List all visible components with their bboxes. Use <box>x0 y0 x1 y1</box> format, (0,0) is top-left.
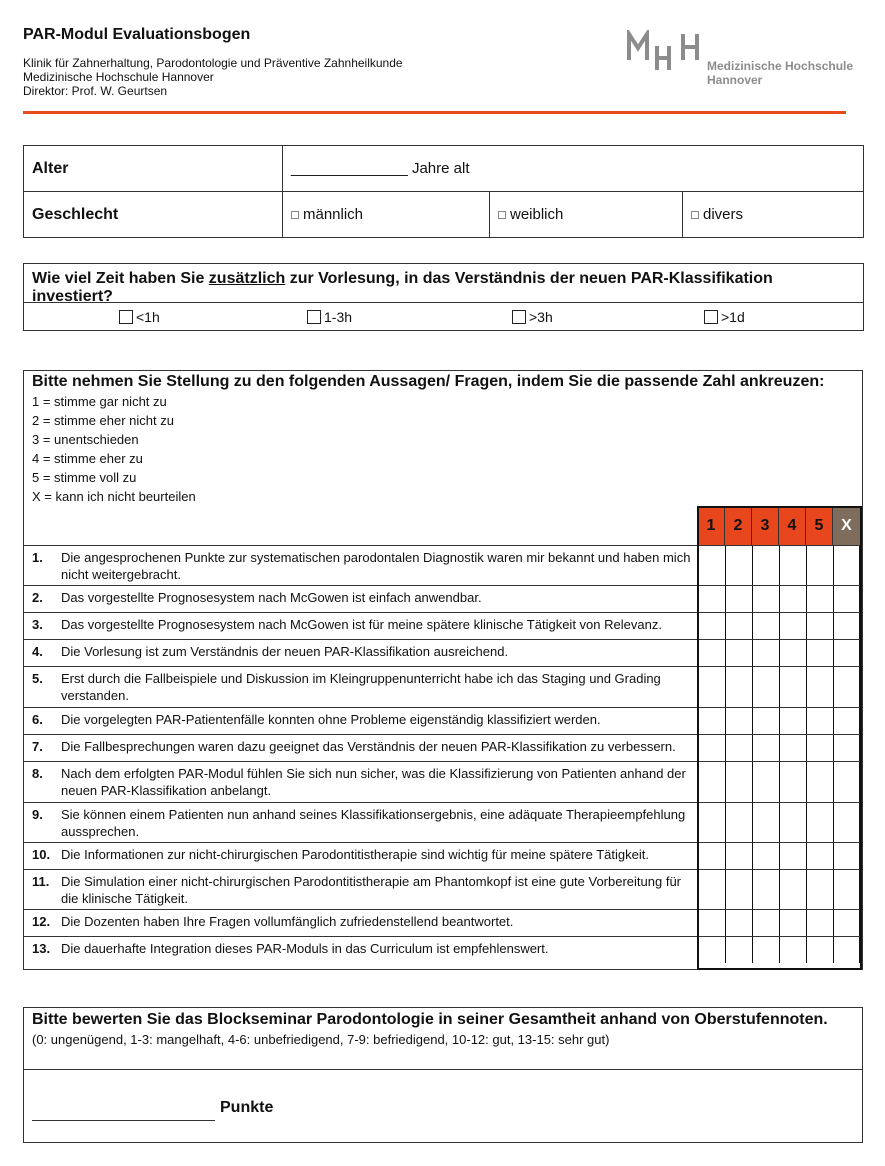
rating-cell-1[interactable] <box>698 735 725 761</box>
rating-cell-2[interactable] <box>725 613 752 639</box>
rating-cell-1[interactable] <box>698 708 725 734</box>
divider <box>24 1069 862 1070</box>
header-rule <box>23 111 846 114</box>
rating-cell-1[interactable] <box>698 667 725 707</box>
rating-cell-1[interactable] <box>698 910 725 936</box>
rating-cell-3[interactable] <box>752 870 779 909</box>
rating-column-4: 4 <box>779 507 806 545</box>
rating-cell-2[interactable] <box>725 870 752 909</box>
checkbox-icon[interactable] <box>704 310 718 324</box>
rating-cells <box>698 640 860 666</box>
time-question-box <box>23 263 864 331</box>
rating-cell-2[interactable] <box>725 667 752 707</box>
rating-cells <box>698 546 860 585</box>
statement-number: 10. <box>32 847 51 862</box>
rating-cell-x[interactable] <box>833 708 860 734</box>
statement-number: 6. <box>32 712 43 727</box>
statement-rows <box>24 545 863 963</box>
rating-scale-header <box>698 507 863 545</box>
rating-cell-x[interactable] <box>833 910 860 936</box>
statement-row <box>24 585 863 612</box>
scale-item: X = kann ich nicht beurteilen <box>32 489 196 504</box>
rating-cell-x[interactable] <box>833 843 860 869</box>
statement-number: 1. <box>32 550 43 565</box>
statement-number: 8. <box>32 766 43 781</box>
rating-cell-4[interactable] <box>779 870 806 909</box>
rating-cell-x[interactable] <box>833 586 860 612</box>
scale-item: 3 = unentschieden <box>32 432 139 447</box>
rating-cell-5[interactable] <box>806 640 833 666</box>
statement-number: 7. <box>32 739 43 754</box>
rating-cell-x[interactable] <box>833 937 860 963</box>
rating-cell-2[interactable] <box>725 735 752 761</box>
rating-cells <box>698 735 860 761</box>
rating-cell-x[interactable] <box>833 762 860 802</box>
rating-cell-5[interactable] <box>806 708 833 734</box>
rating-cell-5[interactable] <box>806 762 833 802</box>
rating-cell-2[interactable] <box>725 586 752 612</box>
statement-number: 13. <box>32 941 51 956</box>
statement-text: Die Informationen zur nicht-chirurgischen Parodontitistherapie sind wichtig für meine spätere Tätigkeit. <box>61 847 649 862</box>
time-option-label: >1d <box>721 309 745 325</box>
checkbox-icon[interactable] <box>691 211 699 219</box>
statement-text: Die Dozenten haben Ihre Fragen vollumfänglich zufriedenstellend beantwortet. <box>61 914 514 929</box>
statement-text: Erst durch die Fallbeispiele und Diskussion im Kleingruppenunterricht habe ich das Staging und Grading verstanden. <box>61 671 661 703</box>
time-question <box>24 264 863 303</box>
statement-row <box>24 802 863 842</box>
rating-cell-4[interactable] <box>779 803 806 842</box>
statement-text: Das vorgestellte Prognosesystem nach McGowen ist für meine spätere klinische Tätigkeit von Relevanz. <box>61 617 662 632</box>
rating-cells <box>698 910 860 936</box>
statements-heading: Bitte nehmen Sie Stellung zu den folgenden Aussagen/ Fragen, indem Sie die passende Zahl ankreuzen: <box>32 373 825 390</box>
rating-cell-1[interactable] <box>698 843 725 869</box>
age-field[interactable]: ______________ Jahre alt <box>283 146 864 192</box>
rating-cell-3[interactable] <box>752 667 779 707</box>
time-option-4[interactable] <box>704 309 745 325</box>
rating-cells <box>698 870 860 909</box>
statement-row <box>24 842 863 869</box>
rating-cell-4[interactable] <box>779 708 806 734</box>
statement-row <box>24 612 863 639</box>
rating-cell-2[interactable] <box>725 640 752 666</box>
rating-cell-x[interactable] <box>833 640 860 666</box>
rating-cell-1[interactable] <box>698 803 725 842</box>
mhh-logo <box>627 30 857 94</box>
rating-cell-4[interactable] <box>779 546 806 585</box>
rating-cell-1[interactable] <box>698 870 725 909</box>
statement-number: 9. <box>32 807 43 822</box>
rating-cell-4[interactable] <box>779 843 806 869</box>
points-label: Punkte <box>220 1099 274 1116</box>
page-title: PAR-Modul Evaluationsbogen <box>23 26 251 43</box>
rating-cell-5[interactable] <box>806 735 833 761</box>
rating-column-2: 2 <box>725 507 752 545</box>
rating-cells <box>698 586 860 612</box>
logo-text-line-2: Hannover <box>707 73 763 87</box>
checkbox-icon[interactable] <box>512 310 526 324</box>
rating-cell-x[interactable] <box>833 613 860 639</box>
rating-column-x: X <box>833 507 860 545</box>
statement-number: 5. <box>32 671 43 686</box>
time-option-1[interactable] <box>119 309 160 325</box>
time-option-label: 1-3h <box>324 309 353 325</box>
rating-cell-4[interactable] <box>779 586 806 612</box>
statement-text: Sie können einem Patienten nun anhand seines Klassifikationsergebnis, eine adäquate Therapieempfehlung aussprechen. <box>61 807 686 839</box>
rating-cell-4[interactable] <box>779 667 806 707</box>
grade-heading: Bitte bewerten Sie das Blockseminar Parodontologie in seiner Gesamtheit anhand von Oberstufennoten. <box>32 1011 828 1028</box>
time-question-text: Wie viel Zeit haben Sie <box>32 270 209 287</box>
gender-option-male[interactable] <box>283 192 490 238</box>
time-question-text: zur Vorlesung, in das Verständnis der neuen PAR-Klassifikation investiert? <box>32 270 773 305</box>
statement-row <box>24 639 863 666</box>
rating-cell-5[interactable] <box>806 546 833 585</box>
rating-cell-4[interactable] <box>779 762 806 802</box>
statement-text: Die angesprochenen Punkte zur systematischen parodontalen Diagnostik waren mir bekannt und haben mich nicht weitergebracht. <box>61 550 691 582</box>
statement-text: Die dauerhafte Integration dieses PAR-Moduls in das Curriculum ist empfehlenswert. <box>61 941 549 956</box>
gender-option-label: divers <box>703 206 744 223</box>
statement-row <box>24 666 863 707</box>
statement-row <box>24 909 863 936</box>
statements-box <box>23 370 863 970</box>
statement-text: Die vorgelegten PAR-Patientenfälle konnten ohne Probleme eigenständig klassifiziert werden. <box>61 712 601 727</box>
personal-info-table <box>23 145 864 238</box>
rating-cell-1[interactable] <box>698 937 725 963</box>
rating-cell-2[interactable] <box>725 762 752 802</box>
rating-cells <box>698 667 860 707</box>
rating-cell-5[interactable] <box>806 586 833 612</box>
rating-cell-2[interactable] <box>725 843 752 869</box>
statement-number: 2. <box>32 590 43 605</box>
rating-column-3: 3 <box>752 507 779 545</box>
rating-cell-3[interactable] <box>752 708 779 734</box>
time-option-3[interactable] <box>512 309 553 325</box>
statement-text: Die Simulation einer nicht-chirurgischen Parodontitistherapie am Phantomkopf ist eine gute Vorbereitung für die klinische Tätigkeit. <box>61 874 682 906</box>
scale-item: 4 = stimme eher zu <box>32 451 143 466</box>
institution-line: Medizinische Hochschule Hannover <box>23 70 214 84</box>
rating-cell-1[interactable] <box>698 762 725 802</box>
grade-scale-text: (0: ungenügend, 1-3: mangelhaft, 4-6: unbefriedigend, 7-9: befriedigend, 10-12: gut, 13-15: sehr gut) <box>32 1032 610 1047</box>
rating-cell-3[interactable] <box>752 937 779 963</box>
rating-cells <box>698 843 860 869</box>
rating-cell-2[interactable] <box>725 910 752 936</box>
rating-cells <box>698 762 860 802</box>
rating-cell-4[interactable] <box>779 640 806 666</box>
gender-label: Geschlecht <box>24 192 283 238</box>
rating-cell-2[interactable] <box>725 937 752 963</box>
rating-cell-4[interactable] <box>779 613 806 639</box>
rating-cells <box>698 937 860 963</box>
rating-cells <box>698 803 860 842</box>
points-input-line[interactable] <box>32 1101 215 1121</box>
rating-cell-1[interactable] <box>698 613 725 639</box>
rating-cell-1[interactable] <box>698 546 725 585</box>
time-option-2[interactable] <box>307 309 352 325</box>
gender-option-label: weiblich <box>510 206 564 223</box>
grade-box <box>23 1007 863 1143</box>
rating-cell-3[interactable] <box>752 762 779 802</box>
checkbox-icon[interactable] <box>119 310 133 324</box>
gender-option-diverse[interactable] <box>683 192 864 238</box>
rating-cell-4[interactable] <box>779 735 806 761</box>
statement-row <box>24 545 863 585</box>
rating-cell-2[interactable] <box>725 546 752 585</box>
rating-cell-1[interactable] <box>698 640 725 666</box>
rating-cell-3[interactable] <box>752 910 779 936</box>
mhh-logo-icon <box>627 30 703 74</box>
rating-cell-x[interactable] <box>833 870 860 909</box>
time-option-label: <1h <box>136 309 160 325</box>
time-option-label: >3h <box>529 309 553 325</box>
statement-number: 12. <box>32 914 51 929</box>
rating-cell-4[interactable] <box>779 910 806 936</box>
scale-item: 1 = stimme gar nicht zu <box>32 394 167 409</box>
rating-cell-1[interactable] <box>698 586 725 612</box>
rating-cell-3[interactable] <box>752 640 779 666</box>
statement-text: Die Vorlesung ist zum Verständnis der neuen PAR-Klassifikation ausreichend. <box>61 644 509 659</box>
gender-option-label: männlich <box>303 206 364 223</box>
rating-column-1: 1 <box>698 507 725 545</box>
rating-cell-5[interactable] <box>806 667 833 707</box>
rating-cell-x[interactable] <box>833 735 860 761</box>
statement-row <box>24 869 863 909</box>
statement-number: 3. <box>32 617 43 632</box>
checkbox-icon[interactable] <box>498 211 506 219</box>
checkbox-icon[interactable] <box>307 310 321 324</box>
logo-text <box>707 59 853 87</box>
scale-item: 5 = stimme voll zu <box>32 470 137 485</box>
statement-number: 4. <box>32 644 43 659</box>
logo-text-line-1: Medizinische Hochschule <box>707 59 854 73</box>
rating-cell-x[interactable] <box>833 546 860 585</box>
rating-cell-x[interactable] <box>833 667 860 707</box>
director-line: Direktor: Prof. W. Geurtsen <box>23 84 168 98</box>
statement-text: Nach dem erfolgten PAR-Modul fühlen Sie sich nun sicher, was die Klassifizierung von Patienten anhand der neuen PAR-Klassifikation anbelangt. <box>61 766 686 798</box>
rating-cell-5[interactable] <box>806 937 833 963</box>
time-question-emphasis: zusätzlich <box>208 270 286 287</box>
rating-cell-3[interactable] <box>752 735 779 761</box>
rating-cell-5[interactable] <box>806 803 833 842</box>
statement-text: Das vorgestellte Prognosesystem nach McGowen ist einfach anwendbar. <box>61 590 482 605</box>
rating-cell-3[interactable] <box>752 803 779 842</box>
clinic-line: Klinik für Zahnerhaltung, Parodontologie und Präventive Zahnheilkunde <box>23 56 403 70</box>
rating-cell-4[interactable] <box>779 937 806 963</box>
checkbox-icon[interactable] <box>291 211 299 219</box>
rating-cell-3[interactable] <box>752 586 779 612</box>
statement-row <box>24 936 863 963</box>
rating-column-5: 5 <box>806 507 833 545</box>
rating-cell-2[interactable] <box>725 708 752 734</box>
statement-row <box>24 734 863 761</box>
gender-option-female[interactable] <box>490 192 683 238</box>
statement-text: Die Fallbesprechungen waren dazu geeignet das Verständnis der neuen PAR-Klassifikation zu verbessern. <box>61 739 676 754</box>
rating-cell-3[interactable] <box>752 613 779 639</box>
statement-row <box>24 761 863 802</box>
rating-cell-5[interactable] <box>806 870 833 909</box>
rating-cell-5[interactable] <box>806 910 833 936</box>
scale-item: 2 = stimme eher nicht zu <box>32 413 174 428</box>
rating-cell-3[interactable] <box>752 843 779 869</box>
rating-cell-2[interactable] <box>725 803 752 842</box>
rating-cells <box>698 613 860 639</box>
rating-cells <box>698 708 860 734</box>
statement-row <box>24 707 863 734</box>
statement-number: 11. <box>32 874 50 889</box>
rating-cell-5[interactable] <box>806 843 833 869</box>
rating-cell-3[interactable] <box>752 546 779 585</box>
age-label: Alter <box>24 146 283 192</box>
rating-cell-5[interactable] <box>806 613 833 639</box>
rating-cell-x[interactable] <box>833 803 860 842</box>
